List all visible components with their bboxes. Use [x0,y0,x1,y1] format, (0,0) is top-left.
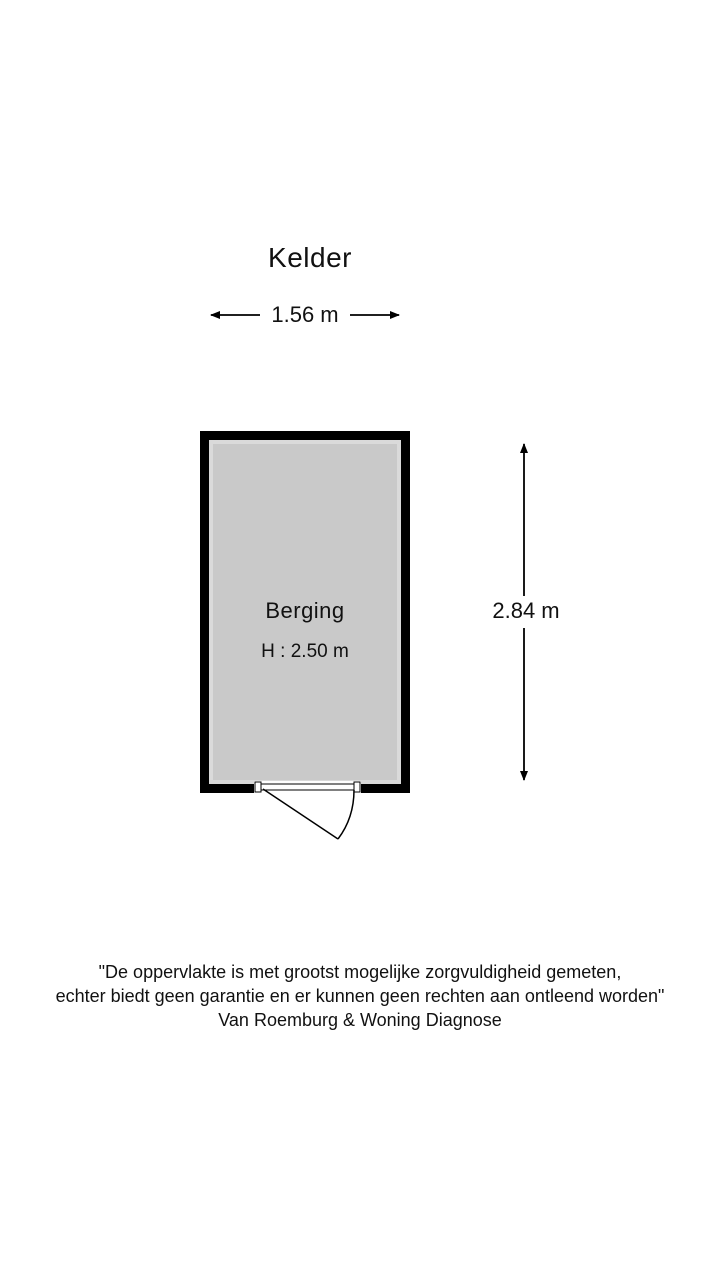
width-dimension-label: 1.56 m [260,300,350,330]
door-swing-arc [338,790,354,839]
door-opening [254,781,361,794]
floor-title: Kelder [268,242,352,273]
room-name: Berging [265,598,345,623]
disclaimer-line-2: echter biedt geen garantie en er kunnen geen rechten aan ontleend worden" [55,986,665,1006]
door-jamb-right [354,782,360,792]
depth-dimension-label: 2.84 m [480,596,572,626]
door-leaf [263,789,338,839]
disclaimer-line-1: "De oppervlakte is met grootst mogelijke zorgvuldigheid gemeten, [98,962,622,982]
disclaimer [0,960,720,1032]
room-height: H : 2.50 m [261,641,349,662]
door-jamb-left [255,782,261,792]
disclaimer-company: Van Roemburg & Woning Diagnose [218,1010,502,1030]
